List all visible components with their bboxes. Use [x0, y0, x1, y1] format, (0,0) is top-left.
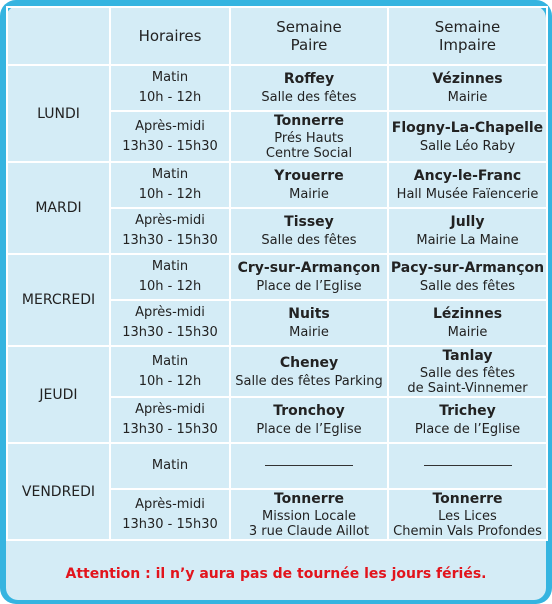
venue-line: Mairie	[447, 90, 488, 105]
slot-hours: 10h - 12h	[138, 279, 202, 294]
slot-label: Matin	[151, 167, 189, 182]
location-cell-paire	[230, 300, 388, 346]
time-cell	[110, 489, 230, 540]
location-cell-paire	[230, 162, 388, 208]
header-paire-line1: Semaine	[276, 18, 342, 36]
slot-label: Matin	[151, 259, 189, 274]
day-label: MARDI	[7, 162, 110, 254]
holiday-notice: Attention : il n’y aura pas de tournée les jours fériés.	[65, 566, 487, 582]
slot-hours: 10h - 12h	[138, 187, 202, 202]
place-name: Flogny-La-Chapelle	[391, 119, 544, 136]
time-cell	[110, 254, 230, 300]
place-name: Tronchoy	[273, 403, 345, 419]
place-name: Tonnerre	[273, 113, 345, 129]
place-name: Roffey	[283, 71, 335, 87]
time-cell	[110, 300, 230, 346]
venue-line: Prés Hauts	[274, 131, 344, 146]
header-impaire-line1: Semaine	[434, 18, 501, 36]
place-name: Pacy-sur-Armançon	[390, 260, 545, 276]
day-label: JEUDI	[7, 346, 110, 443]
slot-hours: 10h - 12h	[138, 90, 202, 105]
venue-line: Salle des fêtes	[261, 233, 357, 248]
slot-label: Après-midi	[135, 213, 205, 228]
location-cell-paire	[230, 208, 388, 254]
schedule-row	[7, 346, 547, 397]
venue-line: Place de l’Eglise	[256, 279, 362, 294]
schedule-body	[7, 65, 547, 540]
location-cell-paire	[230, 397, 388, 443]
place-name: Cheney	[279, 354, 339, 371]
header-row	[7, 7, 547, 65]
location-cell-paire	[230, 254, 388, 300]
slot-label: Après-midi	[135, 118, 205, 134]
place-name: Nuits	[288, 306, 330, 322]
day-label: LUNDI	[7, 65, 110, 162]
venue-line: de Saint-Vinnemer	[407, 381, 528, 396]
venue-line: Mairie	[447, 325, 488, 340]
time-cell	[110, 162, 230, 208]
venue-line: 3 rue Claude Aillot	[248, 524, 370, 539]
location-cell-paire	[230, 111, 388, 162]
place-name: Vézinnes	[432, 71, 503, 87]
schedule-row	[7, 254, 547, 300]
venue-line: Centre Social	[265, 146, 353, 161]
venue-line: Mairie	[289, 187, 329, 202]
header-semaine-paire	[230, 7, 388, 65]
place-name: Cry-sur-Armançon	[237, 260, 381, 276]
slot-label: Après-midi	[135, 496, 205, 512]
venue-line: Salle des fêtes	[419, 279, 516, 294]
venue-line: Place de l’Eglise	[256, 422, 362, 437]
schedule-row	[7, 65, 547, 111]
time-cell	[110, 397, 230, 443]
time-cell	[110, 443, 230, 489]
header-impaire-line2: Impaire	[439, 36, 496, 54]
venue-line: Mairie La Maine	[416, 233, 519, 248]
time-cell	[110, 208, 230, 254]
place-name: Tonnerre	[273, 491, 345, 507]
location-cell-paire	[230, 346, 388, 397]
day-label: VENDREDI	[7, 443, 110, 540]
venue-line: Hall Musée Faïencerie	[396, 187, 539, 202]
venue-line: Mairie	[289, 325, 329, 340]
header-paire-line2: Paire	[290, 36, 328, 54]
venue-line: Salle des fêtes Parking	[235, 373, 383, 389]
slot-label: Après-midi	[135, 305, 205, 320]
venue-line: Chemin Vals Profondes	[393, 524, 542, 539]
slot-hours: 13h30 - 15h30	[122, 138, 218, 154]
location-cell-impaire	[388, 254, 547, 300]
location-cell-paire	[230, 65, 388, 111]
location-cell-impaire	[388, 300, 547, 346]
location-cell-impaire	[388, 443, 547, 489]
place-name: Tonnerre	[432, 491, 503, 507]
location-cell-paire	[230, 443, 388, 489]
location-cell-impaire	[388, 397, 547, 443]
slot-hours: 13h30 - 15h30	[122, 422, 218, 437]
schedule-row	[7, 162, 547, 208]
place-name: Tissey	[284, 214, 334, 230]
place-name: Yrouerre	[274, 168, 344, 184]
slot-hours: 13h30 - 15h30	[122, 325, 218, 340]
place-name: Jully	[450, 214, 485, 230]
slot-hours: 13h30 - 15h30	[122, 233, 218, 248]
venue-line: Salle des fêtes	[419, 366, 516, 381]
time-cell	[110, 111, 230, 162]
place-name: Tanlay	[442, 348, 493, 364]
header-semaine-impaire	[388, 7, 547, 65]
location-cell-impaire	[388, 346, 547, 397]
venue-line: Place de l’Eglise	[414, 422, 521, 437]
venue-line: Salle Léo Raby	[419, 138, 516, 154]
slot-hours: 10h - 12h	[138, 373, 202, 389]
slot-label: Matin	[151, 353, 189, 369]
slot-label: Matin	[151, 70, 189, 85]
slot-hours: 13h30 - 15h30	[122, 516, 218, 532]
header-horaires: Horaires	[110, 7, 230, 65]
place-name: Ancy-le-Franc	[413, 168, 522, 184]
location-cell-impaire	[388, 65, 547, 111]
time-cell	[110, 65, 230, 111]
venue-line: Les Lices	[438, 509, 497, 524]
location-cell-impaire	[388, 162, 547, 208]
schedule-row	[7, 443, 547, 489]
place-name: Lézinnes	[432, 306, 503, 322]
no-stop-dash	[265, 465, 353, 466]
corner-cell	[7, 7, 110, 65]
time-cell	[110, 346, 230, 397]
day-label: MERCREDI	[7, 254, 110, 346]
location-cell-paire	[230, 489, 388, 540]
location-cell-impaire	[388, 208, 547, 254]
location-cell-impaire	[388, 489, 547, 540]
venue-line: Mission Locale	[261, 509, 356, 524]
place-name: Trichey	[439, 403, 496, 419]
location-cell-impaire	[388, 111, 547, 162]
slot-label: Après-midi	[135, 402, 205, 417]
no-stop-dash	[424, 465, 512, 466]
schedule-table	[6, 6, 548, 541]
venue-line: Salle des fêtes	[261, 90, 357, 105]
slot-label: Matin	[151, 458, 189, 473]
